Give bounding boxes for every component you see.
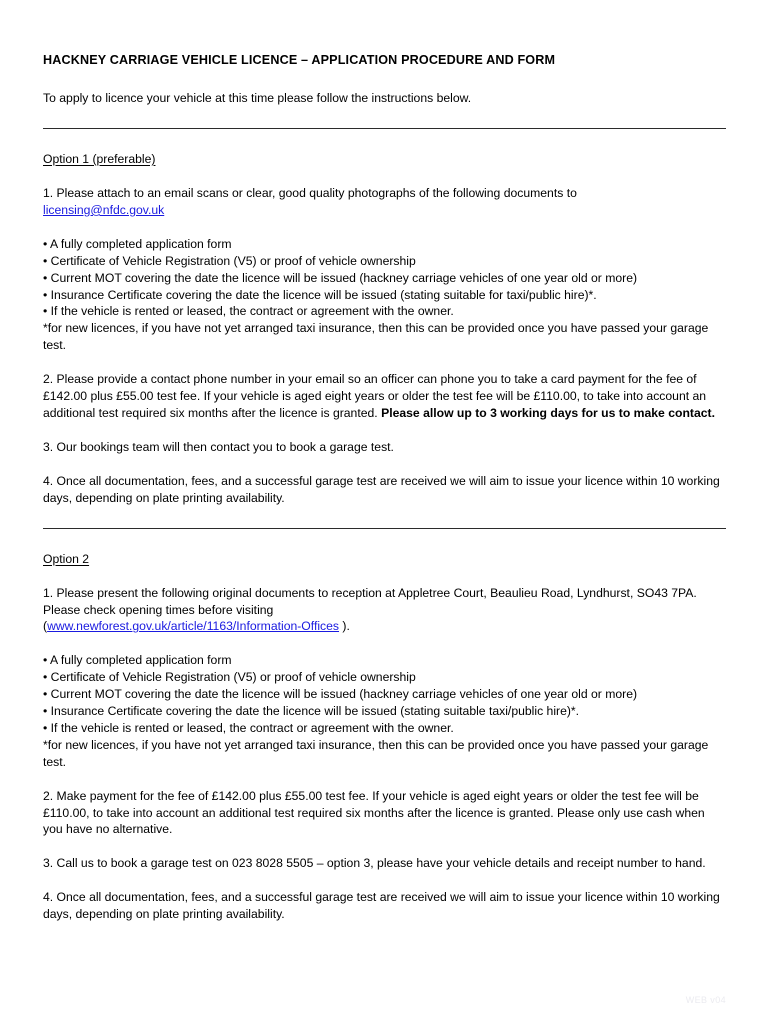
list-item: • A fully completed application form	[43, 652, 727, 669]
option-1-step-2-emphasis: Please allow up to 3 working days for us to make contact.	[381, 405, 715, 420]
close-paren: ).	[339, 619, 350, 634]
option-1-step-1	[43, 185, 727, 219]
option-2-step-4: 4. Once all documentation, fees, and a successful garage test are received we will aim to issue your licence within 10 working days, depending on plate printing availability.	[43, 890, 720, 922]
option-1-step-3: 3. Our bookings team will then contact you to book a garage test.	[43, 439, 394, 454]
option-2-step-2: 2. Make payment for the fee of £142.00 plus £55.00 test fee. If your vehicle is aged eight years or older the test fee will be £110.00, to take into account an additional test required six months after the licence is granted. Please only use cash when you have no alternative.	[43, 788, 705, 837]
option-1-section	[43, 129, 727, 507]
list-item: • If the vehicle is rented or leased, the contract or agreement with the owner.	[43, 303, 727, 320]
list-item: • If the vehicle is rented or leased, the contract or agreement with the owner.	[43, 720, 727, 737]
option-1-footnote: *for new licences, if you have not yet arranged taxi insurance, then this can be provided once you have passed your garage test.	[43, 321, 709, 353]
list-item: • Certificate of Vehicle Registration (V5) or proof of vehicle ownership	[43, 669, 727, 686]
option-2-heading: Option 2	[43, 551, 90, 566]
option-1-step-2	[43, 371, 727, 422]
document-body	[43, 52, 727, 923]
list-item: • Current MOT covering the date the licence will be issued (hackney carriage vehicles of one year old or more)	[43, 686, 727, 703]
intro-paragraph: To apply to licence your vehicle at this time please follow the instructions below.	[43, 91, 472, 105]
option-1-heading: Option 1 (preferable)	[43, 152, 156, 166]
option-2-step-1-text: 1. Please present the following original documents to reception at Appletree Court, Beaulieu Road, Lyndhurst, SO43 7PA. Please check opening times before visiting	[43, 585, 697, 617]
list-item: • Insurance Certificate covering the date the licence will be issued (stating suitable taxi/public hire)*.	[43, 703, 727, 720]
list-item: • A fully completed application form	[43, 236, 727, 253]
option-2-footnote: *for new licences, if you have not yet arranged taxi insurance, then this can be provided once you have passed your garage test.	[43, 737, 709, 769]
option-2-document-list	[43, 652, 727, 770]
list-item: • Insurance Certificate covering the date the licence will be issued (stating suitable for taxi/public hire)*.	[43, 287, 727, 304]
option-1-step-1-text: 1. Please attach to an email scans or clear, good quality photographs of the following documents to	[43, 186, 577, 200]
list-item: • Current MOT covering the date the licence will be issued (hackney carriage vehicles of one year old or more)	[43, 270, 727, 287]
information-offices-url-link[interactable]: www.newforest.gov.uk/article/1163/Information-Offices	[47, 619, 340, 634]
page-title: HACKNEY CARRIAGE VEHICLE LICENCE – APPLICATION PROCEDURE AND FORM	[43, 53, 556, 67]
option-2-section	[43, 529, 727, 924]
option-1-step-2-text: 2. Please provide a contact phone number in your email so an officer can phone you to take a card payment for the fee of £142.00 plus £55.00 test fee. If your vehicle is aged eight years or older the test fee will be £110.00, to take into account an additional test required six months after the licence is granted.	[43, 372, 707, 420]
option-2-step-3: 3. Call us to book a garage test on 023 8028 5505 – option 3, please have your vehicle details and receipt number to hand.	[43, 856, 706, 871]
licensing-email-link[interactable]: licensing@nfdc.gov.uk	[43, 202, 165, 217]
open-paren: (	[43, 619, 48, 634]
version-watermark: WEB v04	[685, 995, 726, 1005]
list-item: • Certificate of Vehicle Registration (V5) or proof of vehicle ownership	[43, 253, 727, 270]
option-1-step-4: 4. Once all documentation, fees, and a successful garage test are received we will aim to issue your licence within 10 working days, depending on plate printing availability.	[43, 473, 720, 505]
option-1-document-list	[43, 236, 727, 354]
option-2-step-1	[43, 585, 727, 636]
